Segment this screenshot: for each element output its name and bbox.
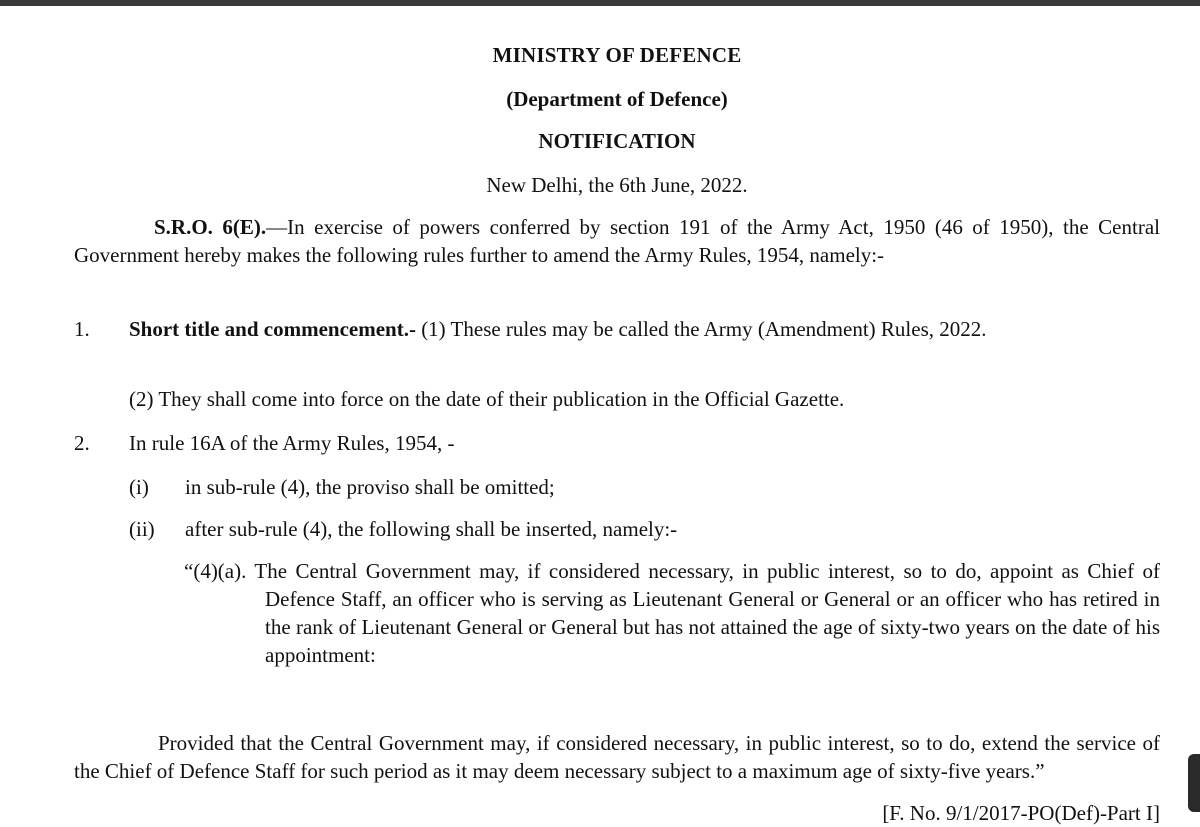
item-text: in sub-rule (4), the proviso shall be omitted;	[185, 475, 555, 499]
inserted-sub-rule-quote: “(4)(a). The Central Government may, if considered necessary, in public interest, so to do, appoint as Chief of Defence Staff, an officer who is serving as Lieutenant General or General or an officer who has retired in the rank of Lieutenant General or General but has not attained the age of sixty-two years on the date of his appointment:	[184, 559, 1160, 667]
rule-2-item-i	[129, 473, 1160, 501]
rule-1-heading: Short title and commencement.-	[129, 317, 416, 341]
rule-1-paragraph	[74, 315, 1160, 343]
rule-2-item-ii	[129, 515, 1160, 543]
rule-1-number: 1.	[74, 317, 90, 341]
date-line: New Delhi, the 6th June, 2022.	[486, 173, 748, 197]
department-heading: (Department of Defence)	[506, 87, 728, 111]
proviso-paragraph: Provided that the Central Government may, if considered necessary, in public interest, so to do, extend the service of the Chief of Defence Staff for such period as it may deem necessary subject to a maximum age of sixty-five years.”	[74, 731, 1160, 783]
rule-1-sub-2: (2) They shall come into force on the date of their publication in the Official Gazette.	[129, 387, 845, 411]
rule-1-sub-1: (1) These rules may be called the Army (Amendment) Rules, 2022.	[415, 317, 987, 341]
item-text: after sub-rule (4), the following shall be inserted, namely:-	[185, 517, 678, 541]
sro-number: S.R.O. 6(E).	[154, 215, 267, 239]
intro-paragraph	[74, 213, 1160, 269]
rule-2-number: 2.	[74, 431, 90, 455]
rule-2-paragraph	[74, 429, 1160, 457]
item-number: (i)	[129, 475, 149, 499]
item-number: (ii)	[129, 517, 155, 541]
scrollbar-handle[interactable]	[1188, 754, 1200, 812]
notification-heading: NOTIFICATION	[538, 129, 696, 153]
intro-text: —In exercise of powers conferred by section 191 of the Army Act, 1950 (46 of 1950), the Central Government hereby makes the following rules further to amend the Army Rules, 1954, namely:-	[74, 215, 1160, 267]
rule-2-text: In rule 16A of the Army Rules, 1954, -	[129, 431, 455, 455]
window-top-bar	[0, 0, 1200, 6]
file-number: [F. No. 9/1/2017-PO(Def)-Part I]	[882, 801, 1160, 825]
ministry-heading: MINISTRY OF DEFENCE	[492, 43, 742, 67]
